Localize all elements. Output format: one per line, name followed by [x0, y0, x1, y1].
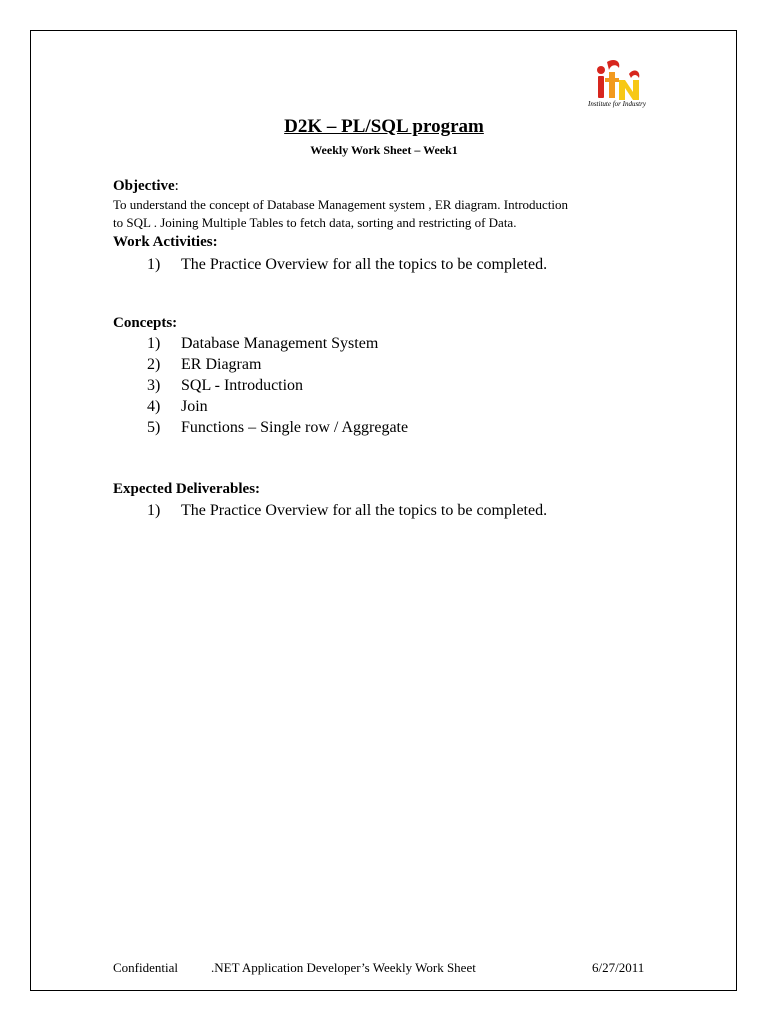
- logo-tagline: Institute for Industry: [588, 100, 646, 108]
- list-item-number: 5): [147, 419, 161, 436]
- list-item: [147, 396, 408, 417]
- objective-line-1: To understand the concept of Database Management system , ER diagram. Introduction: [113, 197, 569, 212]
- objective-heading: [113, 178, 179, 195]
- document-title: D2K – PL/SQL program: [284, 116, 484, 137]
- footer-confidential: Confidential: [113, 960, 178, 975]
- list-item: [147, 417, 408, 438]
- footer-document-name: .NET Application Developer’s Weekly Work Sheet: [211, 960, 476, 975]
- list-item-text: Database Management System: [181, 335, 379, 352]
- list-item-number: 3): [147, 377, 161, 394]
- objective-line-2: to SQL . Joining Multiple Tables to fetch data, sorting and restricting of Data.: [113, 215, 517, 230]
- list-item-text: The Practice Overview for all the topics to be completed.: [181, 256, 548, 273]
- list-item: [147, 254, 547, 275]
- footer-date: 6/27/2011: [592, 960, 645, 975]
- list-item-text: Functions – Single row / Aggregate: [181, 419, 409, 436]
- deliverables-list: [147, 500, 547, 521]
- objective-heading-colon: :: [174, 178, 179, 194]
- list-item: [147, 500, 547, 521]
- concepts-list: [147, 333, 408, 438]
- list-item: [147, 375, 408, 396]
- list-item-number: 1): [147, 256, 161, 273]
- list-item-text: ER Diagram: [181, 356, 262, 373]
- work-activities-list: [147, 254, 547, 275]
- document-subtitle: Weekly Work Sheet – Week1: [310, 143, 458, 157]
- concepts-heading: Concepts:: [113, 315, 178, 331]
- list-item-number: 1): [147, 335, 161, 352]
- list-item-text: The Practice Overview for all the topics to be completed.: [181, 502, 548, 519]
- list-item-text: Join: [181, 398, 208, 415]
- objective-heading-label: Objective: [113, 178, 175, 194]
- work-activities-heading: Work Activities:: [113, 234, 218, 250]
- company-logo: [585, 58, 655, 118]
- list-item: [147, 354, 408, 375]
- deliverables-heading: Expected Deliverables:: [113, 481, 261, 497]
- list-item-number: 1): [147, 502, 161, 519]
- list-item-number: 2): [147, 356, 161, 373]
- list-item: [147, 333, 408, 354]
- list-item-text: SQL - Introduction: [181, 377, 304, 394]
- list-item-number: 4): [147, 398, 161, 415]
- objective-text: [113, 196, 653, 232]
